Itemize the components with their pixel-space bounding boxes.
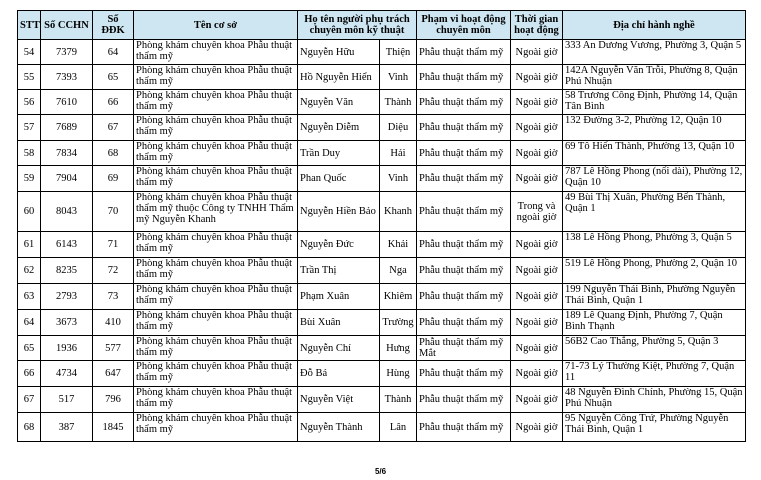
cell-pham-vi: Phẫu thuật thẩm mỹ [417, 387, 511, 413]
cell-pham-vi: Phẫu thuật thẩm mỹ [417, 90, 511, 115]
table-row [18, 90, 746, 115]
cell-ddk: 68 [93, 141, 134, 166]
cell-dia-chi: 787 Lê Hồng Phong (nối dài), Phường 12, Quận 10 [563, 166, 746, 192]
table-row [18, 40, 746, 65]
cell-co-so: Phòng khám chuyên khoa Phẫu thuật thẩm mỹ [134, 413, 298, 442]
cell-ho: Hồ Nguyễn Hiển [298, 65, 380, 90]
cell-co-so: Phòng khám chuyên khoa Phẫu thuật thẩm mỹ [134, 336, 298, 361]
header-dia-chi: Địa chỉ hành nghề [563, 11, 746, 40]
cell-ddk: 64 [93, 40, 134, 65]
cell-dia-chi: 199 Nguyễn Thái Bình, Phường Nguyễn Thái Bình, Quận 1 [563, 284, 746, 310]
cell-ten: Vinh [380, 65, 417, 90]
header-ho-ten: Họ tên người phụ trách chuyên môn kỹ thuật [298, 11, 417, 40]
cell-pham-vi: Phẫu thuật thẩm mỹ [417, 258, 511, 284]
cell-thoi-gian: Ngoài giờ [511, 387, 563, 413]
cell-co-so: Phòng khám chuyên khoa Phẫu thuật thẩm mỹ [134, 258, 298, 284]
cell-ten: Trường [380, 310, 417, 336]
cell-ddk: 65 [93, 65, 134, 90]
table-row [18, 310, 746, 336]
cell-cchn: 7393 [41, 65, 93, 90]
table-row [18, 413, 746, 442]
page-number: 5/6 [374, 467, 387, 476]
cell-ho: Bùi Xuân [298, 310, 380, 336]
cell-dia-chi: 132 Đường 3-2, Phường 12, Quận 10 [563, 115, 746, 141]
table-row [18, 166, 746, 192]
cell-ho: Nguyễn Chí [298, 336, 380, 361]
cell-co-so: Phòng khám chuyên khoa Phẫu thuật thẩm mỹ [134, 115, 298, 141]
cell-cchn: 8043 [41, 192, 93, 232]
cell-thoi-gian: Trong và ngoài giờ [511, 192, 563, 232]
cell-ten: Vinh [380, 166, 417, 192]
cell-ho: Trần Duy [298, 141, 380, 166]
cell-ten: Khiêm [380, 284, 417, 310]
cell-co-so: Phòng khám chuyên khoa Phẫu thuật thẩm mỹ [134, 65, 298, 90]
cell-pham-vi: Phẫu thuật thẩm mỹ [417, 65, 511, 90]
cell-thoi-gian: Ngoài giờ [511, 141, 563, 166]
cell-stt: 60 [18, 192, 41, 232]
cell-ten: Thiện [380, 40, 417, 65]
cell-ho: Trần Thị [298, 258, 380, 284]
cell-ho: Nguyễn Việt [298, 387, 380, 413]
cell-dia-chi: 95 Nguyễn Công Trứ, Phường Nguyễn Thái Bình, Quận 1 [563, 413, 746, 442]
cell-co-so: Phòng khám chuyên khoa Phẫu thuật thẩm mỹ [134, 387, 298, 413]
cell-pham-vi: Phẫu thuật thẩm mỹ [417, 40, 511, 65]
cell-cchn: 7689 [41, 115, 93, 141]
cell-ho: Phan Quốc [298, 166, 380, 192]
cell-stt: 62 [18, 258, 41, 284]
cell-stt: 57 [18, 115, 41, 141]
cell-dia-chi: 69 Tô Hiến Thành, Phường 13, Quận 10 [563, 141, 746, 166]
cell-thoi-gian: Ngoài giờ [511, 40, 563, 65]
cell-co-so: Phòng khám chuyên khoa Phẫu thuật thẩm mỹ [134, 90, 298, 115]
cell-dia-chi: 333 An Dương Vương, Phường 3, Quận 5 [563, 40, 746, 65]
cell-dia-chi: 142A Nguyễn Văn Trỗi, Phường 8, Quận Phú Nhuận [563, 65, 746, 90]
table-row [18, 115, 746, 141]
cell-ddk: 410 [93, 310, 134, 336]
table-row [18, 141, 746, 166]
cell-cchn: 7904 [41, 166, 93, 192]
header-row [18, 11, 746, 40]
table-row [18, 284, 746, 310]
cell-cchn: 8235 [41, 258, 93, 284]
header-thoi-gian: Thời gian hoạt động [511, 11, 563, 40]
cell-co-so: Phòng khám chuyên khoa Phẫu thuật thẩm mỹ [134, 310, 298, 336]
cell-cchn: 2793 [41, 284, 93, 310]
table-row [18, 192, 746, 232]
cell-stt: 56 [18, 90, 41, 115]
cell-ddk: 69 [93, 166, 134, 192]
cell-thoi-gian: Ngoài giờ [511, 310, 563, 336]
cell-cchn: 4734 [41, 361, 93, 387]
cell-pham-vi: Phẫu thuật thẩm mỹ [417, 115, 511, 141]
cell-co-so: Phòng khám chuyên khoa Phẫu thuật thẩm mỹ thuộc Công ty TNHH Thẩm mỹ Nguyễn Khanh [134, 192, 298, 232]
header-cchn: Số CCHN [41, 11, 93, 40]
cell-ten: Thành [380, 387, 417, 413]
cell-dia-chi: 189 Lê Quang Định, Phường 7, Quận Bình Thạnh [563, 310, 746, 336]
cell-ddk: 72 [93, 258, 134, 284]
cell-pham-vi: Phẫu thuật thẩm mỹ [417, 232, 511, 258]
cell-ho: Nguyễn Thành [298, 413, 380, 442]
cell-pham-vi: Phẫu thuật thẩm mỹ [417, 141, 511, 166]
header-stt: STT [18, 11, 41, 40]
cell-co-so: Phòng khám chuyên khoa Phẫu thuật thẩm mỹ [134, 40, 298, 65]
cell-cchn: 6143 [41, 232, 93, 258]
cell-stt: 55 [18, 65, 41, 90]
cell-ten: Diệu [380, 115, 417, 141]
cell-ddk: 577 [93, 336, 134, 361]
table-row [18, 336, 746, 361]
cell-co-so: Phòng khám chuyên khoa Phẫu thuật thẩm mỹ [134, 141, 298, 166]
cell-ten: Hải [380, 141, 417, 166]
cell-stt: 63 [18, 284, 41, 310]
cell-ho: Nguyễn Đức [298, 232, 380, 258]
cell-pham-vi: Phẫu thuật thẩm mỹ [417, 284, 511, 310]
table-row [18, 258, 746, 284]
cell-co-so: Phòng khám chuyên khoa Phẫu thuật thẩm mỹ [134, 166, 298, 192]
cell-ten: Hùng [380, 361, 417, 387]
cell-ten: Lân [380, 413, 417, 442]
cell-cchn: 7610 [41, 90, 93, 115]
cell-dia-chi: 56B2 Cao Thắng, Phường 5, Quận 3 [563, 336, 746, 361]
cell-ten: Nga [380, 258, 417, 284]
cell-dia-chi: 58 Trương Công Định, Phường 14, Quận Tân Bình [563, 90, 746, 115]
cell-dia-chi: 519 Lê Hồng Phong, Phường 2, Quận 10 [563, 258, 746, 284]
cell-thoi-gian: Ngoài giờ [511, 336, 563, 361]
cell-ddk: 70 [93, 192, 134, 232]
cell-co-so: Phòng khám chuyên khoa Phẫu thuật thẩm mỹ [134, 361, 298, 387]
cell-ddk: 796 [93, 387, 134, 413]
cell-stt: 67 [18, 387, 41, 413]
table-row [18, 65, 746, 90]
cell-stt: 68 [18, 413, 41, 442]
cell-thoi-gian: Ngoài giờ [511, 258, 563, 284]
table-row [18, 232, 746, 258]
cell-ddk: 71 [93, 232, 134, 258]
cell-ddk: 73 [93, 284, 134, 310]
cell-dia-chi: 48 Nguyễn Đình Chính, Phường 15, Quận Phú Nhuận [563, 387, 746, 413]
cell-cchn: 7379 [41, 40, 93, 65]
cell-stt: 66 [18, 361, 41, 387]
cell-stt: 65 [18, 336, 41, 361]
cell-thoi-gian: Ngoài giờ [511, 90, 563, 115]
cell-thoi-gian: Ngoài giờ [511, 232, 563, 258]
header-co-so: Tên cơ sở [134, 11, 298, 40]
cell-pham-vi: Phẫu thuật thẩm mỹ [417, 192, 511, 232]
cell-ddk: 66 [93, 90, 134, 115]
cell-thoi-gian: Ngoài giờ [511, 284, 563, 310]
cell-pham-vi: Phẫu thuật thẩm mỹ [417, 310, 511, 336]
cell-cchn: 517 [41, 387, 93, 413]
cell-pham-vi: Phẫu thuật thẩm mỹ Mắt [417, 336, 511, 361]
header-ddk: Số ĐĐK [93, 11, 134, 40]
header-pham-vi: Phạm vi hoạt động chuyên môn [417, 11, 511, 40]
cell-thoi-gian: Ngoài giờ [511, 361, 563, 387]
cell-stt: 61 [18, 232, 41, 258]
cell-thoi-gian: Ngoài giờ [511, 413, 563, 442]
cell-thoi-gian: Ngoài giờ [511, 115, 563, 141]
cell-ddk: 67 [93, 115, 134, 141]
cell-ten: Hưng [380, 336, 417, 361]
cell-ddk: 1845 [93, 413, 134, 442]
cell-thoi-gian: Ngoài giờ [511, 166, 563, 192]
cell-cchn: 387 [41, 413, 93, 442]
cell-ho: Nguyễn Hữu [298, 40, 380, 65]
cell-ten: Khanh [380, 192, 417, 232]
cell-ten: Khải [380, 232, 417, 258]
table-row [18, 361, 746, 387]
cell-ho: Đỗ Bá [298, 361, 380, 387]
cell-co-so: Phòng khám chuyên khoa Phẫu thuật thẩm mỹ [134, 232, 298, 258]
cell-pham-vi: Phẫu thuật thẩm mỹ [417, 413, 511, 442]
cell-dia-chi: 49 Bùi Thị Xuân, Phường Bến Thành, Quận 1 [563, 192, 746, 232]
cell-stt: 64 [18, 310, 41, 336]
cell-ho: Nguyễn Hiền Bảo [298, 192, 380, 232]
cell-cchn: 3673 [41, 310, 93, 336]
cell-ddk: 647 [93, 361, 134, 387]
cell-cchn: 7834 [41, 141, 93, 166]
cell-ho: Phạm Xuân [298, 284, 380, 310]
cell-co-so: Phòng khám chuyên khoa Phẫu thuật thẩm mỹ [134, 284, 298, 310]
cell-pham-vi: Phẫu thuật thẩm mỹ [417, 166, 511, 192]
cell-ho: Nguyễn Diễm [298, 115, 380, 141]
cell-thoi-gian: Ngoài giờ [511, 65, 563, 90]
clinic-table [17, 10, 746, 442]
cell-stt: 59 [18, 166, 41, 192]
cell-dia-chi: 71-73 Lý Thường Kiệt, Phường 7, Quận 11 [563, 361, 746, 387]
cell-ho: Nguyễn Văn [298, 90, 380, 115]
cell-pham-vi: Phẫu thuật thẩm mỹ [417, 361, 511, 387]
cell-dia-chi: 138 Lê Hồng Phong, Phường 3, Quận 5 [563, 232, 746, 258]
table-row [18, 387, 746, 413]
cell-stt: 58 [18, 141, 41, 166]
cell-ten: Thành [380, 90, 417, 115]
cell-stt: 54 [18, 40, 41, 65]
cell-cchn: 1936 [41, 336, 93, 361]
